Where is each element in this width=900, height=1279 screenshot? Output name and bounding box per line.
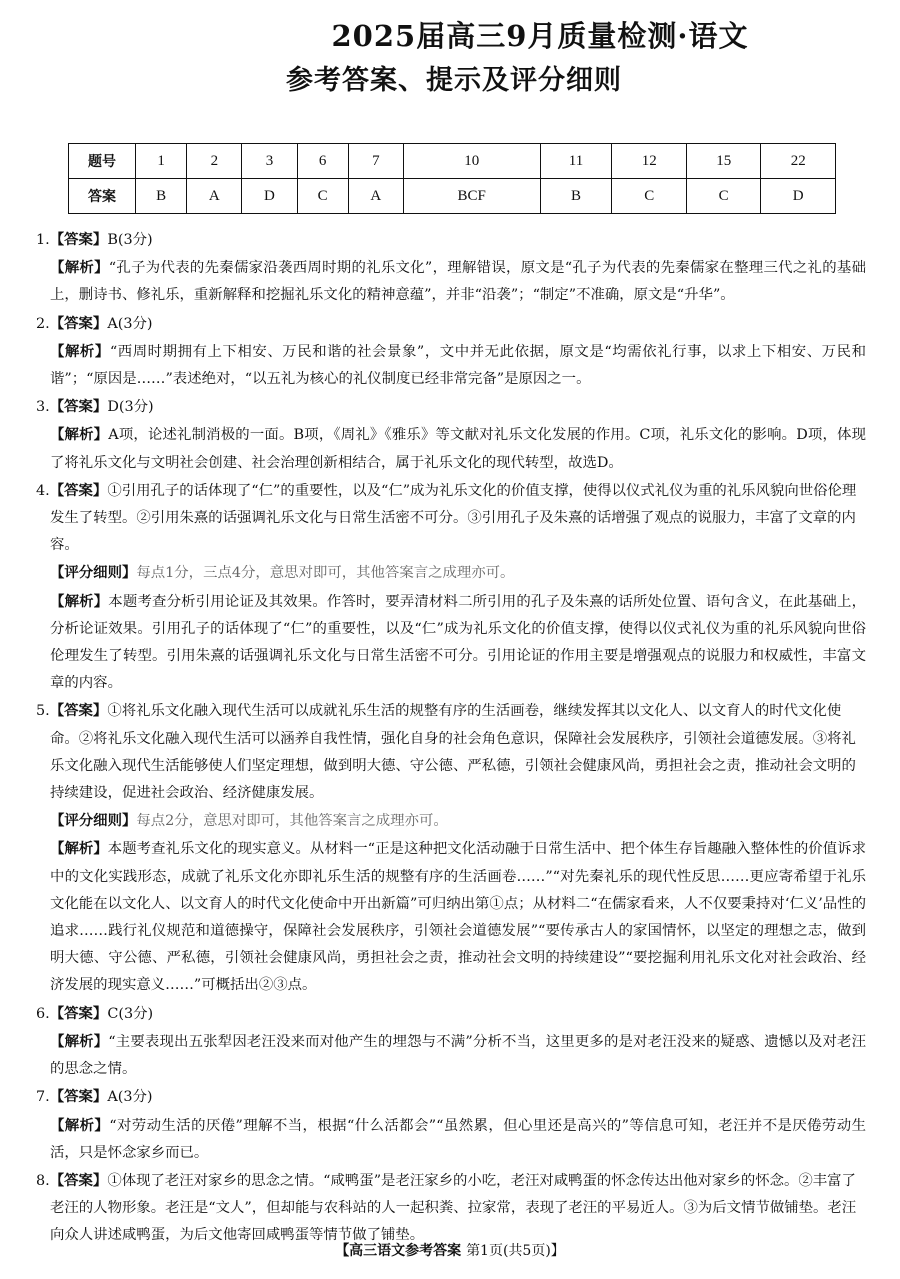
question-number: 1. [36,232,50,248]
item-text: C(3分) [107,1005,154,1022]
question-number-cell: 3 [242,144,297,179]
question-number-cell: 10 [403,144,540,179]
explanation-item [36,559,866,587]
item-tag: 【答案】 [49,481,108,499]
item-text: B(3分) [107,232,153,248]
answer-cell: B [540,179,612,214]
item-tag: 【答案】 [49,1088,108,1106]
item-tag: 【解析】 [50,342,110,360]
item-text: “对劳动生活的厌倦”理解不当，根据“什么活都会”“虽然累，但心里还是高兴的”等信息可知，老汪并不是厌倦劳动生活，只是怀念家乡而已。 [50,1117,866,1161]
answer-item [36,697,866,807]
question-number: 6. [36,1005,50,1022]
item-text: “孔子为代表的先秦儒家沿袭西周时期的礼乐文化”，理解错误，原文是“孔子为代表的先秦儒家在整理三代之礼的基础上，删诗书、修礼乐，重新解释和挖掘礼乐文化的精神意蕴”，并非“沿袭”；“制定”不准确，原文是“升华”。 [50,260,866,304]
answer-cell: C [297,179,348,214]
explanation-item [36,588,866,698]
question-number-cell: 11 [540,144,612,179]
explanation-item [36,338,866,393]
item-tag: 【评分细则】 [50,564,137,582]
question-number-cell: 12 [612,144,686,179]
item-tag: 【解析】 [50,1032,109,1050]
item-tag: 【答案】 [49,1004,108,1022]
explanation-item [36,254,866,309]
answer-cell: C [612,179,686,214]
answer-table-answer-label: 答案 [69,179,136,214]
item-text: ①体现了老汪对家乡的思念之情。“咸鸭蛋”是老汪家乡的小吃，老汪对咸鸭蛋的怀念传达出他对家乡的怀念。②丰富了老汪的人物形象。老汪是“文人”，但却能与农科站的人一起积粪、拉家常，表现了老汪的平易近人。③为后文情节做铺垫。老汪向众人讲述咸鸭蛋，为后文他寄回咸鸭蛋等情节做了铺垫。 [50,1172,857,1244]
item-tag: 【答案】 [49,231,108,248]
item-text: 每点1分，三点4分，意思对即可，其他答案言之成理亦可。 [136,565,515,582]
item-tag: 【解析】 [50,259,109,277]
explanation-item [36,835,866,999]
item-tag: 【答案】 [49,702,108,720]
page-subtitle: 参考答案、提示及评分细则 [286,65,622,96]
item-tag: 【答案】 [49,398,108,416]
answer-item [36,393,866,421]
item-text: A项，论述礼制消极的一面。B项，《周礼》《雅乐》等文献对礼乐文化发展的作用。C项，礼乐文化的影响。D项，体现了将礼乐文化与文明社会创建、社会治理创新相结合，属于礼乐文化的现代转型，故选D。 [50,427,866,471]
question-number: 3. [36,399,50,416]
item-tag: 【答案】 [49,1171,108,1189]
answer-cell: B [136,179,187,214]
answer-cell: BCF [403,179,540,214]
answer-table [68,143,836,214]
page-footer [0,1240,900,1260]
question-number-cell: 2 [187,144,242,179]
question-number-cell: 15 [686,144,760,179]
item-text: A(3分) [107,1089,153,1106]
answer-cell: A [348,179,403,214]
explanation-item [36,421,866,476]
footer-title: 【高三语文参考答案 [335,1243,462,1259]
item-text: “主要表现出五张犁因老汪没来而对他产生的埋怨与不满”分析不当，这里更多的是对老汪没来的疑惑、遗憾以及对老汪的思念之情。 [50,1033,866,1078]
explanation-item [36,1112,866,1167]
item-text: A(3分) [107,315,153,332]
answer-content [36,226,866,1250]
item-tag: 【答案】 [49,314,108,332]
answer-item [36,1000,866,1028]
question-number-cell: 7 [348,144,403,179]
item-text: ①将礼乐文化融入现代生活可以成就礼乐生活的规整有序的生活画卷，继续发挥其以文化人、以文育人的时代文化使命。②将礼乐文化融入现代生活可以涵养自我性情，强化自身的社会角色意识，保障社会发展秩序，引领社会道德发展。③将礼乐文化融入现代生活能够使人们坚定理想，做到明大德、守公德、严私德，引领社会健康风尚，勇担社会之责，推动社会文明的持续建设，促进社会政治、经济健康发展。 [50,703,856,802]
answer-item [36,477,866,560]
explanation-item [36,1028,866,1083]
footer-page-number: 第1页(共5页)】 [466,1243,565,1259]
item-tag: 【解析】 [50,426,109,444]
answer-table-number-label: 题号 [69,144,136,179]
item-text: D(3分) [107,399,154,416]
item-text: 本题考查分析引用论证及其效果。作答时，要弄清材料二所引用的孔子及朱熹的话所处位置、语句含义，在此基础上，分析论证效果。引用孔子的话体现了“仁”的重要性，以及“仁”成为礼乐文化的价值支撑，使得以仪式礼仪为重的礼乐风貌向世俗伦理发生了转型。引用朱熹的话强调礼乐文化与日常生活密不可分。引用论证的作用主要是增强观点的说服力和权威性，丰富文章的内容。 [50,593,866,692]
question-number: 4. [36,482,50,499]
item-tag: 【解析】 [50,1116,110,1134]
item-text: “西周时期拥有上下相安、万民和谐的社会景象”，文中并无此依据，原文是“均需依礼行事，以求上下相安、万民和谐”；“原因是……”表述绝对，“以五礼为核心的礼仪制度已经非常完备”是原因之一。 [50,343,866,388]
answer-item [36,226,866,254]
answer-item [36,310,866,338]
answer-table-number-row [69,144,836,179]
item-text: 每点2分，意思对即可，其他答案言之成理亦可。 [136,813,448,830]
item-text: ①引用孔子的话体现了“仁”的重要性，以及“仁”成为礼乐文化的价值支撑，使得以仪式礼仪为重的礼乐风貌向世俗伦理发生了转型。②引用朱熹的话强调礼乐文化与日常生活密不可分。③引用孔子及朱熹的话增强了观点的说服力，丰富了文章的内容。 [50,482,857,554]
answer-cell: A [187,179,242,214]
question-number: 2. [36,315,50,332]
item-tag: 【解析】 [50,840,108,858]
item-tag: 【解析】 [50,592,109,610]
answer-cell: C [686,179,760,214]
answer-item [36,1167,866,1250]
question-number-cell: 22 [761,144,836,179]
answer-cell: D [761,179,836,214]
item-text: 本题考查礼乐文化的现实意义。从材料一“正是这种把文化活动融于日常生活中、把个体生存旨趣融入整体性的价值诉求中的文化实践形态，成就了礼乐文化亦即礼乐生活的规整有序的生活画卷……”“对先秦礼乐的现代性反思……更应寄希望于礼乐文化能在以文化人、以文育人的时代文化使命中开出新篇”可归纳出第①点；从材料二“在儒家看来，人不仅要秉持对‘仁义’品性的追求……践行礼仪规范和道德操守，保障社会发展秩序，引领社会道德发展”“要传承古人的家国情怀，以坚定的理想之志，做到明大德、守公德、严私德，引领社会健康风尚，勇担社会之责，推动社会文明的持续建设”“要挖掘利用礼乐文化对社会政治、经济发展的现实意义……”可概括出②③点。 [50,841,866,994]
question-number: 5. [36,703,50,720]
question-number-cell: 1 [136,144,187,179]
question-number: 7. [36,1089,50,1106]
answer-cell: D [242,179,297,214]
answer-item [36,1083,866,1111]
question-number: 8. [36,1172,50,1189]
item-tag: 【评分细则】 [50,812,137,830]
explanation-item [36,807,866,835]
page-title: 2025届高三9月质量检测·语文 [331,19,749,53]
answer-table-answer-row [69,179,836,214]
question-number-cell: 6 [297,144,348,179]
